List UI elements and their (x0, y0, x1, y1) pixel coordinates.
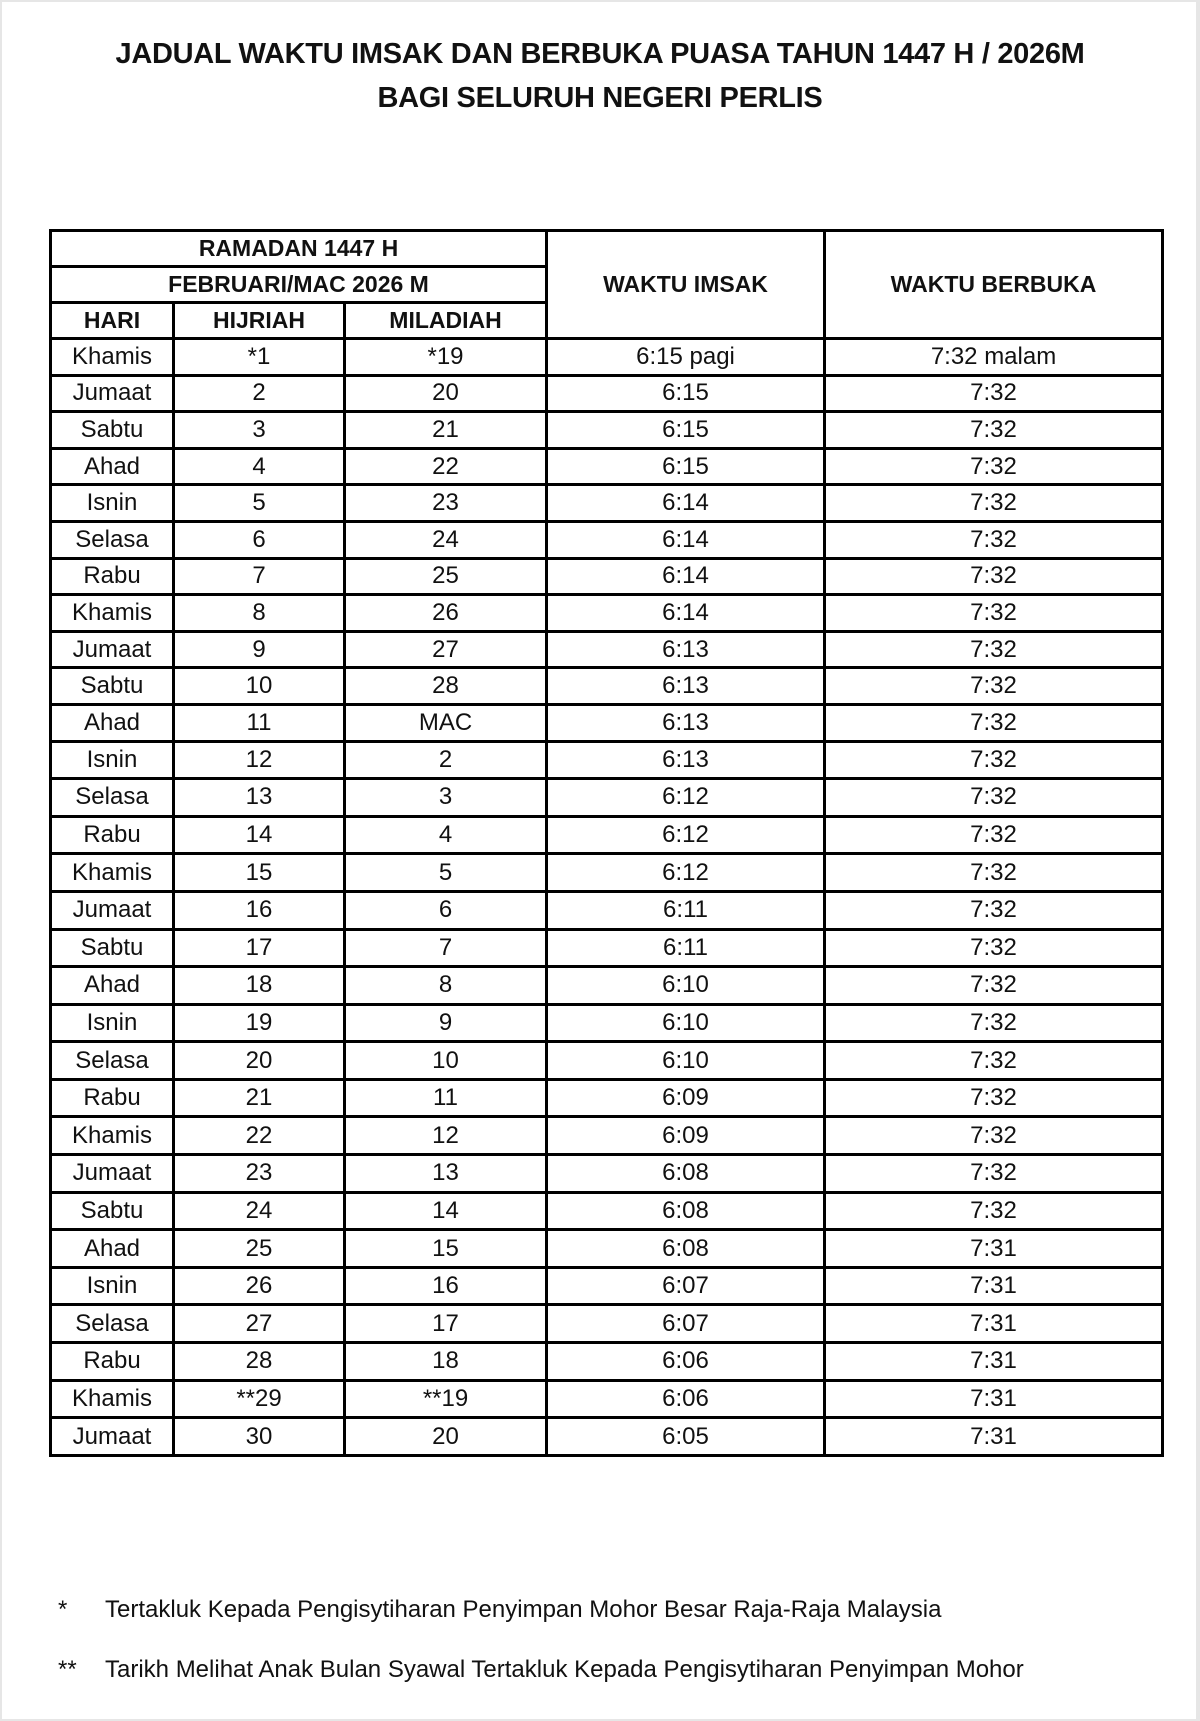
cell-imsak: 6:14 (547, 521, 825, 558)
cell-imsak: 6:12 (547, 816, 825, 854)
cell-hari: Jumaat (51, 891, 174, 929)
cell-hari: Jumaat (51, 1418, 174, 1456)
cell-hijriah: 6 (174, 521, 345, 558)
cell-hijriah: 3 (174, 412, 345, 449)
table-row (51, 412, 1163, 449)
cell-hijriah: 7 (174, 558, 345, 595)
cell-miladiah: 11 (345, 1079, 547, 1117)
cell-berbuka: 7:32 (825, 1004, 1163, 1042)
cell-miladiah: 12 (345, 1117, 547, 1155)
cell-hari: Jumaat (51, 375, 174, 412)
cell-hijriah: 28 (174, 1343, 345, 1381)
table-row (51, 558, 1163, 595)
cell-miladiah: 5 (345, 854, 547, 892)
cell-hijriah: 24 (174, 1192, 345, 1230)
cell-miladiah: 20 (345, 375, 547, 412)
cell-hari: Khamis (51, 1380, 174, 1418)
table-row (51, 1267, 1163, 1305)
table-row (51, 1042, 1163, 1080)
cell-imsak: 6:15 (547, 412, 825, 449)
cell-miladiah: 7 (345, 929, 547, 967)
header-hijri-month: RAMADAN 1447 H (51, 231, 547, 267)
cell-imsak: 6:08 (547, 1192, 825, 1230)
cell-hijriah: 13 (174, 779, 345, 817)
cell-miladiah: 18 (345, 1343, 547, 1381)
cell-hari: Ahad (51, 448, 174, 485)
cell-imsak: 6:08 (547, 1230, 825, 1268)
cell-berbuka: 7:31 (825, 1267, 1163, 1305)
table-row (51, 595, 1163, 632)
cell-imsak: 6:13 (547, 741, 825, 779)
table-row (51, 1230, 1163, 1268)
cell-berbuka: 7:32 (825, 448, 1163, 485)
cell-berbuka: 7:32 (825, 1192, 1163, 1230)
cell-berbuka: 7:32 (825, 1079, 1163, 1117)
cell-hijriah: 16 (174, 891, 345, 929)
table-row (51, 668, 1163, 705)
cell-berbuka: 7:32 (825, 704, 1163, 741)
footnote-mark: * (58, 1596, 68, 1623)
cell-berbuka: 7:32 (825, 558, 1163, 595)
table-row (51, 1418, 1163, 1456)
header-gregorian-month: FEBRUARI/MAC 2026 M (51, 267, 547, 303)
cell-miladiah: **19 (345, 1380, 547, 1418)
cell-hijriah: 23 (174, 1155, 345, 1193)
cell-hijriah: 26 (174, 1267, 345, 1305)
footnote-1 (58, 1590, 1178, 1650)
table-row (51, 1155, 1163, 1193)
cell-berbuka: 7:32 malam (825, 339, 1163, 376)
cell-berbuka: 7:32 (825, 595, 1163, 632)
cell-imsak: 6:14 (547, 595, 825, 632)
cell-miladiah: 16 (345, 1267, 547, 1305)
cell-berbuka: 7:32 (825, 741, 1163, 779)
cell-miladiah: 2 (345, 741, 547, 779)
table-row (51, 741, 1163, 779)
cell-miladiah: 4 (345, 816, 547, 854)
cell-miladiah: 9 (345, 1004, 547, 1042)
cell-imsak: 6:10 (547, 1004, 825, 1042)
header-waktu-imsak: WAKTU IMSAK (547, 231, 825, 339)
cell-hari: Ahad (51, 704, 174, 741)
table-row (51, 1004, 1163, 1042)
cell-hari: Sabtu (51, 412, 174, 449)
cell-hari: Rabu (51, 1343, 174, 1381)
table-row (51, 1192, 1163, 1230)
cell-hari: Sabtu (51, 929, 174, 967)
cell-hari: Isnin (51, 741, 174, 779)
cell-berbuka: 7:32 (825, 891, 1163, 929)
cell-berbuka: 7:31 (825, 1418, 1163, 1456)
header-hari: HARI (51, 303, 174, 339)
cell-miladiah: MAC (345, 704, 547, 741)
cell-hijriah: 8 (174, 595, 345, 632)
cell-imsak: 6:07 (547, 1267, 825, 1305)
cell-imsak: 6:11 (547, 891, 825, 929)
footnote-text: Tertakluk Kepada Pengisytiharan Penyimpan Mohor Besar Raja-Raja Malaysia (105, 1596, 942, 1623)
cell-hijriah: 18 (174, 967, 345, 1005)
cell-berbuka: 7:32 (825, 779, 1163, 817)
table-row (51, 779, 1163, 817)
cell-miladiah: 14 (345, 1192, 547, 1230)
cell-imsak: 6:15 (547, 375, 825, 412)
cell-imsak: 6:13 (547, 704, 825, 741)
cell-miladiah: *19 (345, 339, 547, 376)
table-row (51, 929, 1163, 967)
cell-berbuka: 7:32 (825, 929, 1163, 967)
header-waktu-berbuka: WAKTU BERBUKA (825, 231, 1163, 339)
table-row (51, 1079, 1163, 1117)
cell-imsak: 6:10 (547, 1042, 825, 1080)
cell-imsak: 6:05 (547, 1418, 825, 1456)
cell-hari: Isnin (51, 1004, 174, 1042)
cell-hari: Selasa (51, 779, 174, 817)
cell-hijriah: 4 (174, 448, 345, 485)
cell-imsak: 6:09 (547, 1117, 825, 1155)
cell-hijriah: 12 (174, 741, 345, 779)
table-row (51, 521, 1163, 558)
cell-hijriah: *1 (174, 339, 345, 376)
cell-berbuka: 7:31 (825, 1305, 1163, 1343)
cell-imsak: 6:13 (547, 668, 825, 705)
cell-imsak: 6:09 (547, 1079, 825, 1117)
table-row (51, 1305, 1163, 1343)
cell-berbuka: 7:32 (825, 375, 1163, 412)
cell-miladiah: 26 (345, 595, 547, 632)
cell-imsak: 6:13 (547, 631, 825, 668)
header-hijriah: HIJRIAH (174, 303, 345, 339)
cell-hari: Khamis (51, 854, 174, 892)
table-row (51, 485, 1163, 522)
cell-berbuka: 7:31 (825, 1230, 1163, 1268)
table-row (51, 967, 1163, 1005)
table-row (51, 1380, 1163, 1418)
cell-imsak: 6:08 (547, 1155, 825, 1193)
cell-hari: Rabu (51, 816, 174, 854)
cell-berbuka: 7:32 (825, 967, 1163, 1005)
cell-miladiah: 28 (345, 668, 547, 705)
table-row (51, 816, 1163, 854)
cell-berbuka: 7:32 (825, 631, 1163, 668)
cell-berbuka: 7:32 (825, 521, 1163, 558)
cell-miladiah: 25 (345, 558, 547, 595)
cell-miladiah: 10 (345, 1042, 547, 1080)
cell-miladiah: 27 (345, 631, 547, 668)
cell-imsak: 6:10 (547, 967, 825, 1005)
table-row (51, 1117, 1163, 1155)
cell-berbuka: 7:32 (825, 1042, 1163, 1080)
cell-hijriah: 11 (174, 704, 345, 741)
cell-hari: Sabtu (51, 1192, 174, 1230)
table-row (51, 375, 1163, 412)
cell-imsak: 6:12 (547, 779, 825, 817)
footnotes (58, 1590, 1178, 1710)
table-row (51, 339, 1163, 376)
table-row (51, 1343, 1163, 1381)
cell-hijriah: 5 (174, 485, 345, 522)
cell-hari: Rabu (51, 1079, 174, 1117)
cell-hijriah: 20 (174, 1042, 345, 1080)
cell-hijriah: 10 (174, 668, 345, 705)
cell-miladiah: 8 (345, 967, 547, 1005)
footnote-2 (58, 1650, 1178, 1710)
cell-berbuka: 7:32 (825, 1117, 1163, 1155)
cell-miladiah: 22 (345, 448, 547, 485)
cell-miladiah: 23 (345, 485, 547, 522)
cell-hijriah: 17 (174, 929, 345, 967)
cell-imsak: 6:14 (547, 485, 825, 522)
cell-hari: Rabu (51, 558, 174, 595)
cell-berbuka: 7:31 (825, 1380, 1163, 1418)
document-title (0, 32, 1200, 120)
cell-imsak: 6:15 pagi (547, 339, 825, 376)
table-row (51, 448, 1163, 485)
schedule-table (49, 229, 1164, 1457)
cell-miladiah: 6 (345, 891, 547, 929)
table-row (51, 704, 1163, 741)
footnote-text: Tarikh Melihat Anak Bulan Syawal Tertakluk Kepada Pengisytiharan Penyimpan Mohor (105, 1656, 1024, 1683)
cell-hari: Selasa (51, 1042, 174, 1080)
cell-imsak: 6:11 (547, 929, 825, 967)
table-row (51, 854, 1163, 892)
cell-hari: Khamis (51, 339, 174, 376)
cell-imsak: 6:15 (547, 448, 825, 485)
cell-miladiah: 17 (345, 1305, 547, 1343)
cell-hari: Khamis (51, 595, 174, 632)
cell-miladiah: 13 (345, 1155, 547, 1193)
table-row (51, 631, 1163, 668)
cell-hari: Khamis (51, 1117, 174, 1155)
cell-hari: Selasa (51, 1305, 174, 1343)
cell-imsak: 6:07 (547, 1305, 825, 1343)
cell-hijriah: 22 (174, 1117, 345, 1155)
cell-miladiah: 21 (345, 412, 547, 449)
cell-berbuka: 7:32 (825, 668, 1163, 705)
table-row (51, 891, 1163, 929)
cell-hijriah: 14 (174, 816, 345, 854)
cell-hijriah: 19 (174, 1004, 345, 1042)
cell-imsak: 6:06 (547, 1380, 825, 1418)
cell-hijriah: 27 (174, 1305, 345, 1343)
cell-berbuka: 7:32 (825, 816, 1163, 854)
cell-imsak: 6:14 (547, 558, 825, 595)
title-line-2: BAGI SELURUH NEGERI PERLIS (377, 82, 823, 114)
cell-miladiah: 3 (345, 779, 547, 817)
cell-hijriah: 15 (174, 854, 345, 892)
cell-berbuka: 7:32 (825, 854, 1163, 892)
cell-hijriah: **29 (174, 1380, 345, 1418)
cell-hijriah: 25 (174, 1230, 345, 1268)
cell-hijriah: 21 (174, 1079, 345, 1117)
cell-berbuka: 7:32 (825, 412, 1163, 449)
cell-miladiah: 24 (345, 521, 547, 558)
cell-berbuka: 7:32 (825, 1155, 1163, 1193)
cell-hari: Jumaat (51, 1155, 174, 1193)
cell-hari: Ahad (51, 1230, 174, 1268)
cell-imsak: 6:12 (547, 854, 825, 892)
cell-hijriah: 2 (174, 375, 345, 412)
cell-hari: Jumaat (51, 631, 174, 668)
cell-hari: Ahad (51, 967, 174, 1005)
cell-berbuka: 7:31 (825, 1343, 1163, 1381)
cell-hijriah: 9 (174, 631, 345, 668)
cell-hari: Sabtu (51, 668, 174, 705)
cell-miladiah: 15 (345, 1230, 547, 1268)
cell-hari: Selasa (51, 521, 174, 558)
footnote-mark: ** (58, 1656, 77, 1683)
cell-hari: Isnin (51, 1267, 174, 1305)
cell-berbuka: 7:32 (825, 485, 1163, 522)
header-miladiah: MILADIAH (345, 303, 547, 339)
cell-hari: Isnin (51, 485, 174, 522)
cell-miladiah: 20 (345, 1418, 547, 1456)
title-line-1: JADUAL WAKTU IMSAK DAN BERBUKA PUASA TAHUN 1447 H / 2026M (115, 38, 1085, 70)
cell-imsak: 6:06 (547, 1343, 825, 1381)
cell-hijriah: 30 (174, 1418, 345, 1456)
